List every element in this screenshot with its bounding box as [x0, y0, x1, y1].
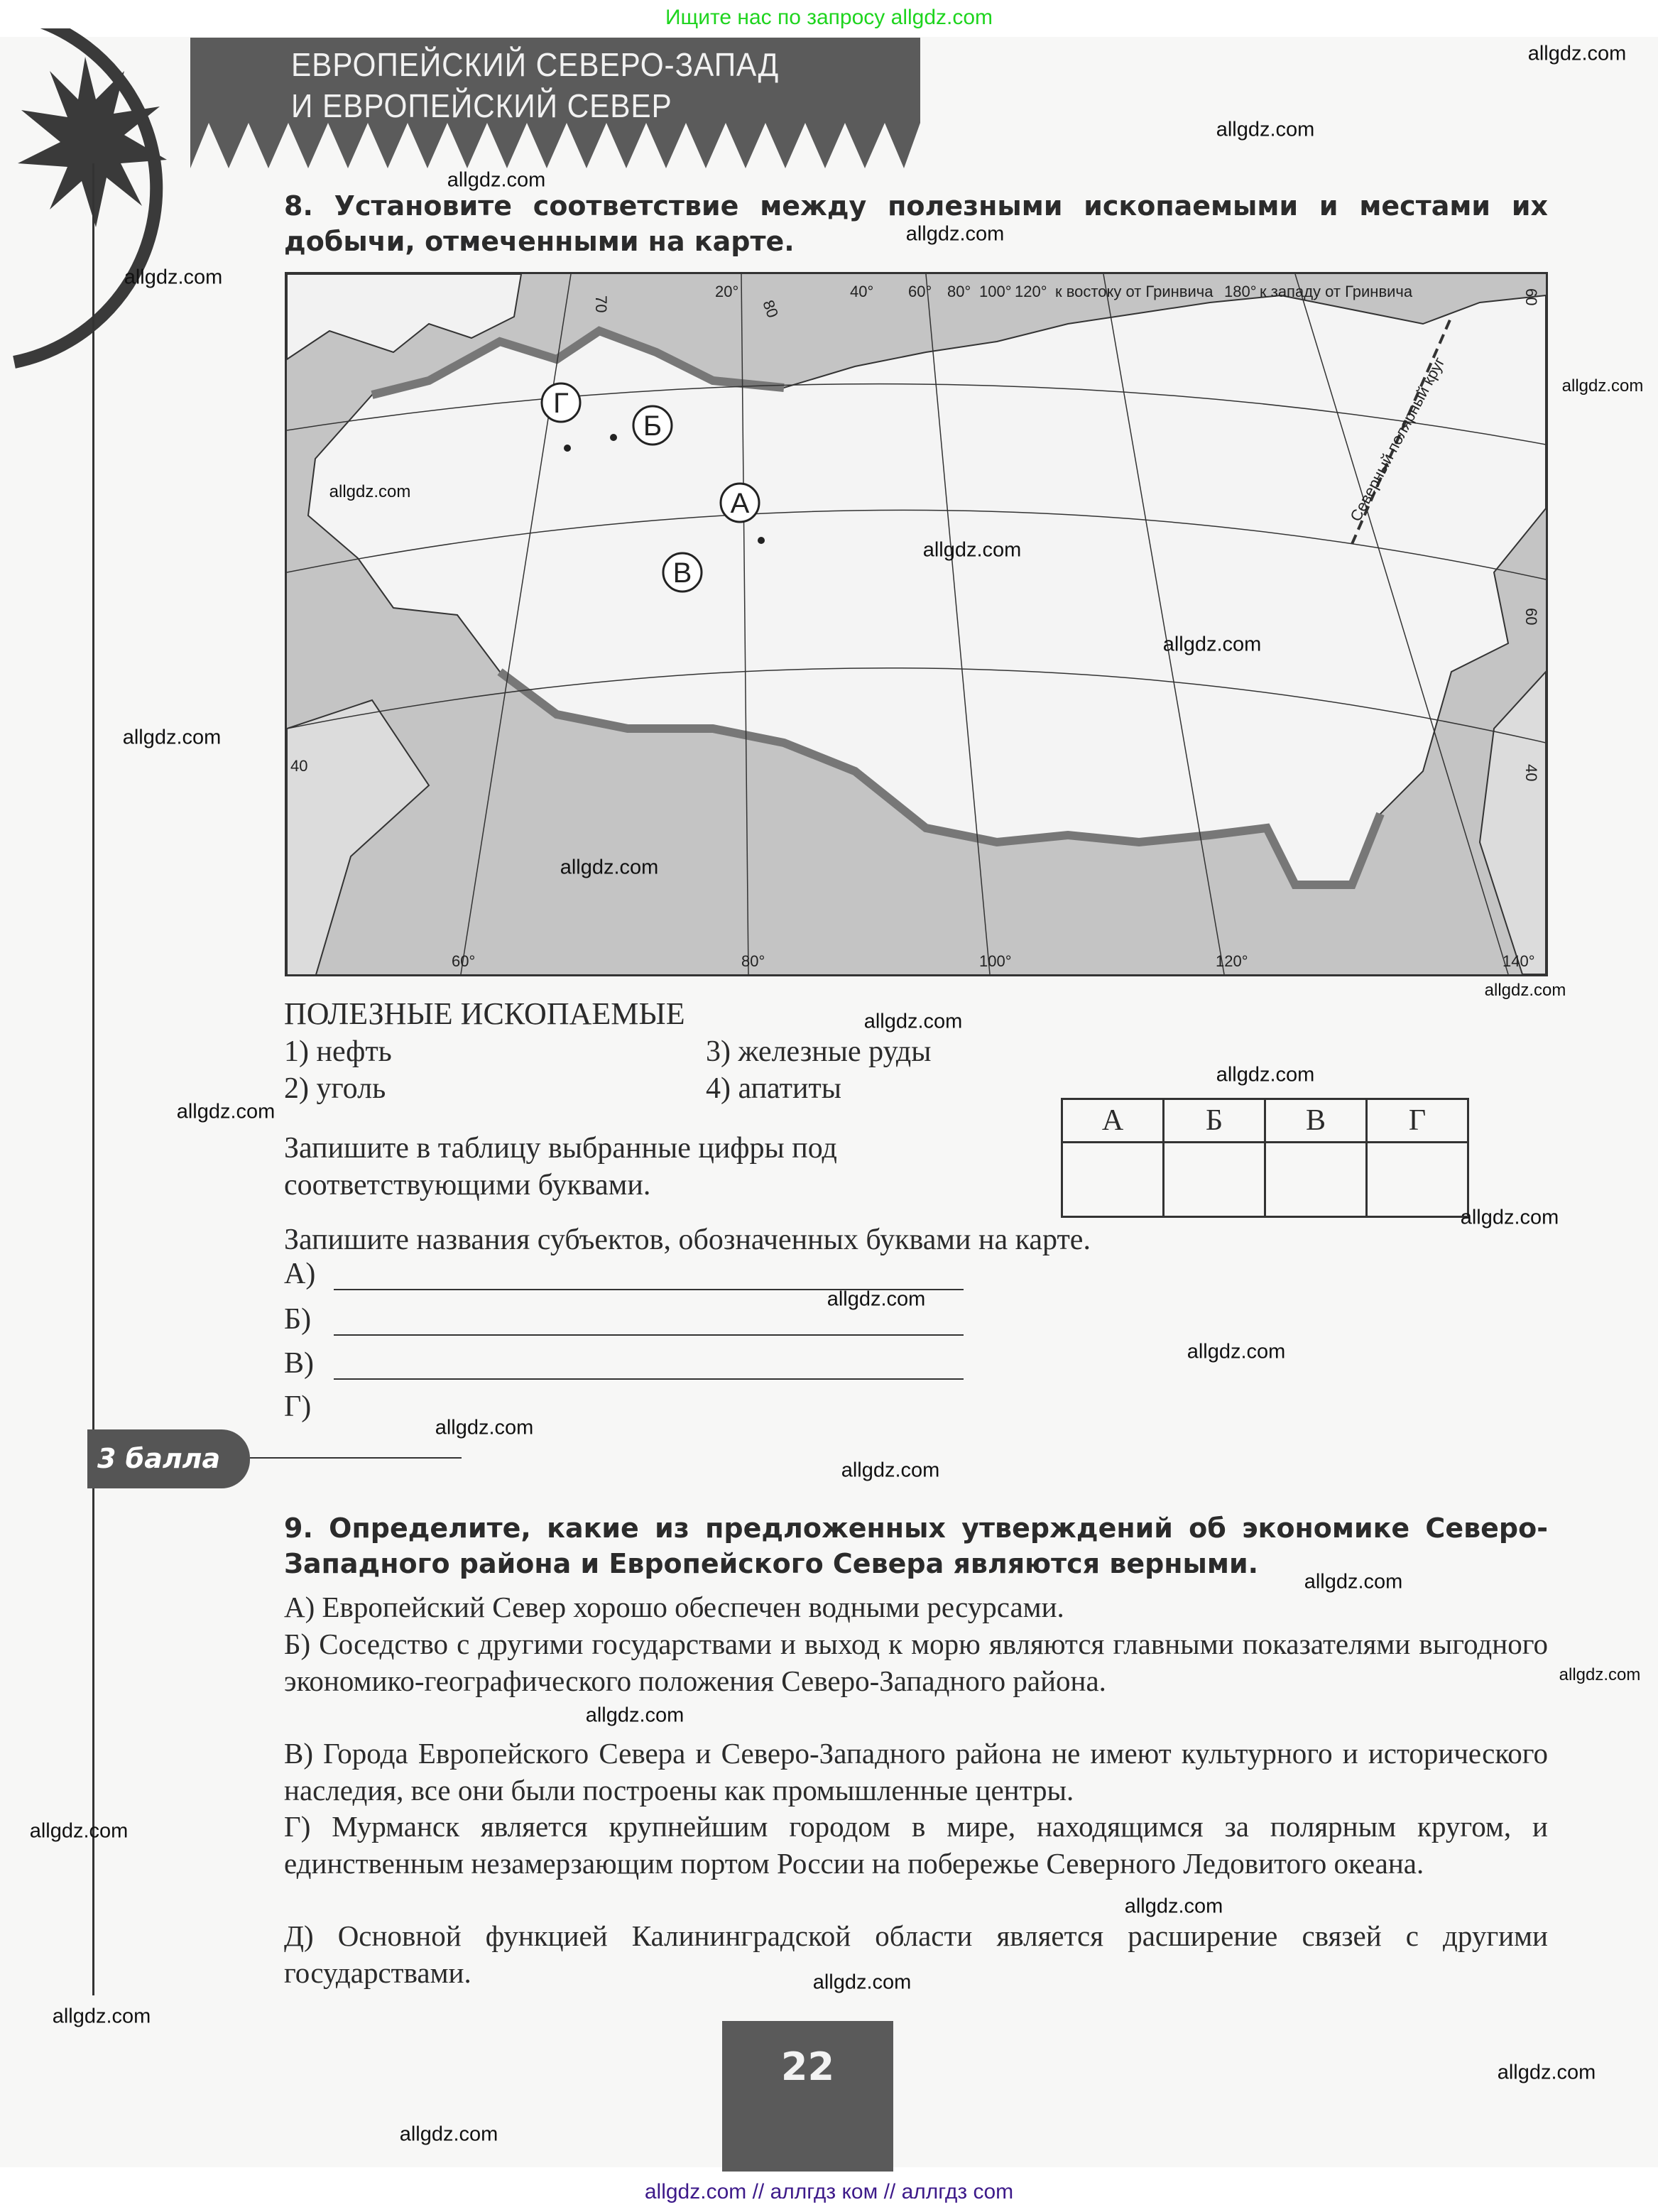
- answer-cell-b[interactable]: [1164, 1143, 1265, 1217]
- map-label: 140°: [1502, 952, 1535, 970]
- map-label: 80: [759, 298, 782, 320]
- watermark: allgdz.com: [124, 266, 223, 289]
- chapter-title-line2: И ЕВРОПЕЙСКИЙ СЕВЕР: [291, 87, 672, 124]
- blank-label-v: В): [284, 1347, 314, 1380]
- map-label: к западу от Гринвича: [1260, 283, 1413, 300]
- bottom-banner[interactable]: allgdz.com // аллгдз ком // аллгдз com: [0, 2172, 1658, 2212]
- map-label: 120°: [1015, 283, 1047, 300]
- marker-label-b: Б: [643, 410, 662, 442]
- watermark: allgdz.com: [1527, 42, 1627, 65]
- watermark: allgdz.com: [329, 482, 411, 501]
- answer-cell-g[interactable]: [1367, 1143, 1468, 1217]
- blank-line-g[interactable]: [250, 1457, 462, 1459]
- statement-v: В) Города Европейского Севера и Северо-Западного района не имеют культурного и исторического наследия, все они были построены как промышленные центры.: [284, 1737, 1548, 1807]
- map-label: 60°: [452, 952, 476, 970]
- arctic-circle-label: Северный полярный круг: [1346, 354, 1449, 525]
- watermark: allgdz.com: [812, 1971, 912, 1994]
- watermark: allgdz.com: [435, 1416, 534, 1439]
- page-number: 22: [722, 2021, 893, 2172]
- statement-b: Б) Соседство с другими государствами и выход к морю являются главными показателями выгодного экономико-географического положения Северо-Западного района.: [284, 1628, 1548, 1697]
- map-label: 40: [290, 757, 308, 775]
- blank-line-v[interactable]: [334, 1378, 964, 1380]
- watermark: allgdz.com: [1124, 1895, 1223, 1918]
- statement-g: Г) Мурманск является крупнейшим городом в мире, находящимся за полярным кругом, и единственным незамерзающим портом России на побережье Северного Ледовитого океана.: [284, 1810, 1548, 1880]
- watermark: allgdz.com: [122, 726, 222, 749]
- mineral-option: 3) железные руды: [706, 1035, 932, 1068]
- watermark: allgdz.com: [1216, 118, 1315, 141]
- answer-cell-v[interactable]: [1265, 1143, 1367, 1217]
- watermark: allgdz.com: [827, 1287, 926, 1311]
- watermark: allgdz.com: [29, 1819, 129, 1843]
- map-label: 70: [592, 295, 610, 313]
- watermark: allgdz.com: [52, 2005, 151, 2028]
- watermark: allgdz.com: [1162, 633, 1262, 656]
- chapter-title-line1: ЕВРОПЕЙСКИЙ СЕВЕРО-ЗАПАД: [291, 46, 780, 83]
- task9-question: 9. Определите, какие из предложенных утверждений об экономике Северо-Западного района и Европейского Севера являются верными.: [284, 1513, 1548, 1579]
- map-label: 180°: [1224, 283, 1257, 300]
- map-label: 60: [1522, 288, 1540, 306]
- map-label: 40: [1522, 764, 1540, 782]
- watermark: allgdz.com: [399, 2123, 498, 2146]
- chapter-title: [291, 44, 779, 126]
- subjects-instruction: Запишите названия субъектов, обозначенных буквами на карте.: [284, 1224, 1091, 1256]
- table-instruction: Запишите в таблицу выбранные цифры под соответствующими буквами.: [284, 1132, 837, 1202]
- mineral-option: 2) уголь: [284, 1072, 386, 1105]
- russia-map: [285, 272, 1548, 976]
- answer-header-a: А: [1062, 1099, 1164, 1143]
- map-label: 20°: [715, 283, 739, 300]
- map-label: 80°: [741, 952, 765, 970]
- blank-label-g: Г): [284, 1390, 312, 1423]
- answer-header-b: Б: [1164, 1099, 1265, 1143]
- statement-a: А) Европейский Север хорошо обеспечен водными ресурсами.: [284, 1591, 1064, 1623]
- watermark: allgdz.com: [176, 1100, 276, 1123]
- blank-line-b[interactable]: [334, 1334, 964, 1336]
- map-label: 80°: [947, 283, 971, 300]
- watermark: allgdz.com: [863, 1010, 963, 1033]
- mineral-option: 4) апатиты: [706, 1072, 842, 1105]
- marker-label-v: В: [672, 557, 692, 589]
- watermark: allgdz.com: [560, 856, 659, 879]
- watermark: allgdz.com: [905, 222, 1005, 246]
- answer-cell-a[interactable]: [1062, 1143, 1164, 1217]
- score-badge: 3 балла: [87, 1429, 250, 1488]
- answer-header-v: В: [1265, 1099, 1367, 1143]
- watermark: allgdz.com: [1484, 981, 1566, 1000]
- watermark: allgdz.com: [841, 1459, 940, 1482]
- map-label: к востоку от Гринвича: [1055, 283, 1213, 300]
- answer-header-g: Г: [1367, 1099, 1468, 1143]
- watermark: allgdz.com: [447, 168, 546, 192]
- watermark: allgdz.com: [1187, 1340, 1286, 1363]
- map-label: 60°: [908, 283, 932, 300]
- blank-label-a: А): [284, 1258, 316, 1290]
- watermark: allgdz.com: [1559, 1665, 1641, 1684]
- watermark: allgdz.com: [1497, 2061, 1596, 2084]
- watermark: allgdz.com: [1561, 376, 1644, 396]
- minerals-title: ПОЛЕЗНЫЕ ИСКОПАЕМЫЕ: [284, 996, 685, 1031]
- map-label: 120°: [1216, 952, 1248, 970]
- answer-table: [1061, 1098, 1469, 1218]
- statement-d: Д) Основной функцией Калининградской области является расширение связей с другими государствами.: [284, 1919, 1548, 1989]
- watermark: allgdz.com: [585, 1704, 685, 1727]
- map-label: 100°: [979, 952, 1012, 970]
- map-label: 60: [1522, 608, 1540, 626]
- task8-question: 8. Установите соответствие между полезными ископаемыми и местами их добычи, отмеченными на карте.: [284, 190, 1548, 257]
- watermark: allgdz.com: [922, 538, 1022, 562]
- top-banner[interactable]: Ищите нас по запросу allgdz.com: [665, 6, 993, 29]
- watermark: allgdz.com: [1304, 1570, 1403, 1593]
- margin-line: [92, 163, 94, 1995]
- watermark: allgdz.com: [1216, 1063, 1315, 1086]
- mineral-option: 1) нефть: [284, 1035, 392, 1068]
- marker-label-a: А: [730, 488, 750, 519]
- blank-label-b: Б): [284, 1303, 312, 1336]
- map-label: 100°: [979, 283, 1012, 300]
- map-label: 40°: [850, 283, 874, 300]
- marker-label-g: Г: [553, 388, 569, 419]
- watermark: allgdz.com: [1460, 1206, 1559, 1229]
